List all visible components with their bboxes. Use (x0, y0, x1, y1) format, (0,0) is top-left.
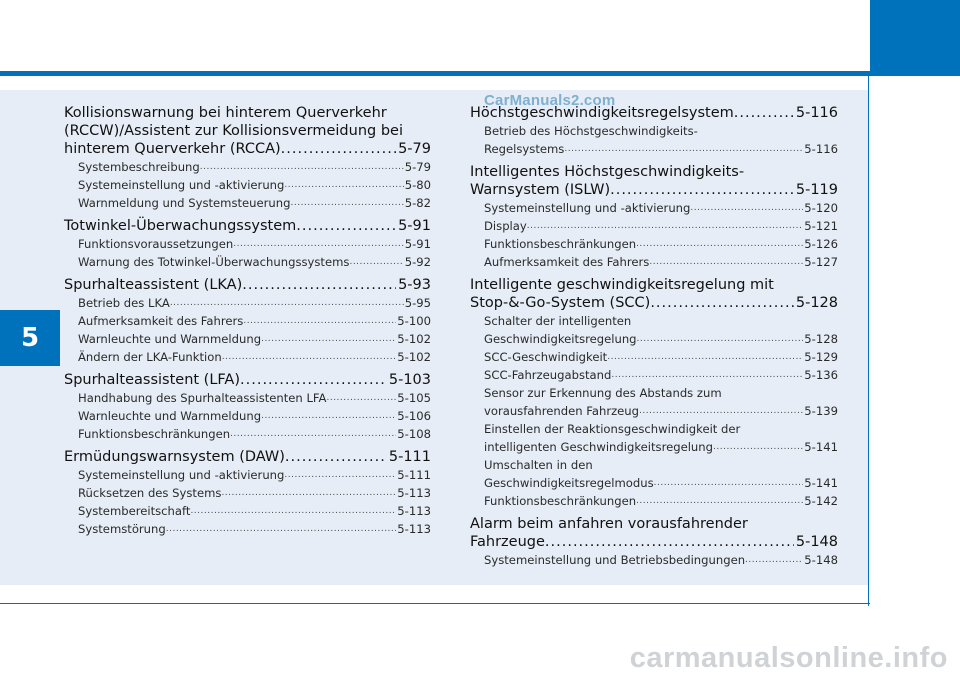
section-title[interactable] (470, 515, 838, 551)
subsection-row (78, 312, 431, 330)
subsection-text: Systembereitschaft (78, 504, 191, 518)
section-page-number: 5-116 (795, 105, 838, 121)
leader-dots (230, 425, 396, 443)
leader-dots (650, 294, 794, 312)
section-title[interactable] (64, 276, 431, 294)
section-title-row (470, 533, 838, 551)
subsection-row (484, 474, 838, 492)
subsection-page-number: 5-142 (804, 494, 838, 508)
section-title-line: (RCCW)/Assistent zur Kollisionsvermeidung bei (64, 123, 403, 139)
section-title-text: Höchstgeschwindigkeitsregelsystem (470, 105, 734, 121)
subsection-entry[interactable] (484, 199, 838, 217)
subsection-row (78, 348, 431, 366)
subsection-text: Ändern der LKA-Funktion (78, 350, 222, 364)
subsection-page-number: 5-111 (397, 468, 431, 482)
subsection-row (78, 194, 431, 212)
subsection-row (484, 253, 838, 271)
leader-dots (639, 402, 803, 420)
section-title-text: Spurhalteassistent (LFA) (64, 372, 241, 388)
subsection-entry[interactable] (484, 384, 838, 420)
subsection-text: Aufmerksamkeit des Fahrers (78, 314, 244, 328)
subsection-row (484, 330, 838, 348)
leader-dots (654, 474, 804, 492)
subsection-page-number: 5-141 (804, 476, 838, 490)
section-title-text: Spurhalteassistent (LKA) (64, 277, 243, 293)
subsection-list (78, 158, 431, 212)
subsection-page-number: 5-113 (397, 522, 431, 536)
subsection-text: Warnleuchte und Warnmeldung (78, 409, 262, 423)
subsection-text: Handhabung des Spurhalteassistenten LFA (78, 391, 327, 405)
subsection-page-number: 5-126 (804, 237, 838, 251)
leader-dots (281, 140, 396, 158)
subsection-text: Systemeinstellung und -aktivierung (78, 178, 285, 192)
section-title[interactable] (64, 104, 431, 158)
leader-dots (636, 235, 803, 253)
subsection-page-number: 5-129 (804, 350, 838, 364)
subsection-page-number: 5-127 (804, 255, 838, 269)
section-title-row (470, 181, 838, 199)
section-title-row (64, 371, 431, 389)
leader-dots (261, 407, 396, 425)
subsection-row (78, 407, 431, 425)
subsection-page-number: 5-80 (404, 178, 431, 192)
subsection-page-number: 5-102 (397, 332, 431, 346)
leader-dots (564, 140, 803, 158)
subsection-text-line: Sensor zur Erkennung des Abstands zum (484, 386, 722, 400)
leader-dots (611, 366, 803, 384)
leader-dots (222, 348, 397, 366)
subsection-entry[interactable] (78, 407, 431, 425)
leader-dots (713, 438, 803, 456)
subsection-row (78, 253, 431, 271)
section-page-number: 5-103 (388, 372, 431, 388)
subsection-text-line: Betrieb des Höchstgeschwindigkeits- (484, 124, 698, 138)
leader-dots (221, 484, 396, 502)
section-title-row (64, 140, 431, 158)
subsection-page-number: 5-105 (397, 391, 431, 405)
section-page-number: 5-91 (398, 218, 431, 234)
subsection-row (78, 330, 431, 348)
subsection-text: Regelsystems (484, 142, 565, 156)
subsection-row (78, 466, 431, 484)
subsection-text: SCC-Fahrzeugabstand (484, 368, 612, 382)
subsection-page-number: 5-128 (804, 332, 838, 346)
subsection-entry[interactable] (484, 456, 838, 492)
section-title-text: Fahrzeuge (470, 534, 545, 550)
toc-column-left (64, 104, 431, 543)
subsection-text: Warnleuchte und Warnmeldung (78, 332, 262, 346)
toc-section (64, 217, 431, 271)
subsection-text: Funktionsbeschränkungen (484, 237, 637, 251)
leader-dots (261, 330, 396, 348)
subsection-entry[interactable] (78, 158, 431, 176)
section-title[interactable] (64, 448, 431, 466)
subsection-entry[interactable] (78, 312, 431, 330)
subsection-text: vorausfahrenden Fahrzeug (484, 404, 640, 418)
subsection-row (78, 484, 431, 502)
toc-section (64, 448, 431, 538)
subsection-list (484, 551, 838, 569)
leader-dots (170, 294, 404, 312)
subsection-entry[interactable] (78, 389, 431, 407)
subsection-page-number: 5-113 (397, 504, 431, 518)
subsection-text: Aufmerksamkeit des Fahrers (484, 255, 650, 269)
subsection-page-number: 5-136 (804, 368, 838, 382)
section-title-row (64, 217, 431, 235)
subsection-list (484, 199, 838, 271)
section-title-line: Kollisionswarnung bei hinterem Querverkehr (64, 105, 387, 121)
subsection-page-number: 5-79 (404, 160, 431, 174)
subsection-row (78, 158, 431, 176)
leader-dots (296, 217, 396, 235)
subsection-page-number: 5-100 (397, 314, 431, 328)
leader-dots (284, 176, 403, 194)
subsection-entry[interactable] (484, 253, 838, 271)
subsection-row (78, 425, 431, 443)
leader-dots (240, 371, 387, 389)
subsection-text-line: Schalter der intelligenten (484, 314, 632, 328)
section-title-text: Ermüdungswarnsystem (DAW) (64, 449, 285, 465)
leader-dots (190, 502, 396, 520)
section-title[interactable] (64, 371, 431, 389)
leader-dots (326, 389, 396, 407)
leader-dots (637, 330, 804, 348)
subsection-row (78, 294, 431, 312)
subsection-entry[interactable] (484, 312, 838, 348)
subsection-text: Funktionsbeschränkungen (484, 494, 637, 508)
subsection-page-number: 5-139 (804, 404, 838, 418)
subsection-entry[interactable] (78, 176, 431, 194)
subsection-row (484, 366, 838, 384)
subsection-text-line: Umschalten in den (484, 458, 593, 472)
subsection-text: Systembeschreibung (78, 160, 200, 174)
section-title-row (470, 294, 838, 312)
toc-section (64, 276, 431, 366)
subsection-page-number: 5-95 (404, 296, 431, 310)
leader-dots (242, 276, 396, 294)
subsection-row (484, 235, 838, 253)
toc-section (470, 515, 838, 569)
subsection-entry[interactable] (78, 330, 431, 348)
subsection-entry[interactable] (484, 217, 838, 235)
subsection-row (78, 235, 431, 253)
leader-dots (545, 533, 794, 551)
section-title[interactable] (64, 217, 431, 235)
subsection-list (484, 312, 838, 510)
section-page-number: 5-128 (795, 295, 838, 311)
subsection-entry[interactable] (484, 348, 838, 366)
section-title-text: Stop-&-Go-System (SCC) (470, 295, 651, 311)
leader-dots (284, 466, 396, 484)
subsection-text: Funktionsvoraussetzungen (78, 237, 234, 251)
subsection-entry[interactable] (78, 348, 431, 366)
subsection-page-number: 5-106 (397, 409, 431, 423)
toc-section (64, 371, 431, 443)
subsection-entry[interactable] (78, 253, 431, 271)
subsection-entry[interactable] (484, 551, 838, 569)
subsection-text: Funktionsbeschränkungen (78, 427, 231, 441)
leader-dots (745, 551, 803, 569)
subsection-text: Systemeinstellung und Betriebsbedingungen (484, 553, 746, 567)
subsection-entry[interactable] (484, 366, 838, 384)
subsection-row (484, 140, 838, 158)
section-title-line: Alarm beim anfahren vorausfahrender (470, 516, 748, 532)
subsection-row (78, 520, 431, 538)
subsection-text-line: Einstellen der Reaktionsgeschwindigkeit der (484, 422, 741, 436)
leader-dots (636, 492, 803, 510)
section-title-line: Intelligentes Höchstgeschwindigkeits- (470, 164, 745, 180)
leader-dots (607, 348, 803, 366)
section-page-number: 5-148 (795, 534, 838, 550)
leader-dots (166, 520, 397, 538)
subsection-entry[interactable] (78, 502, 431, 520)
subsection-row (484, 438, 838, 456)
subsection-page-number: 5-91 (404, 237, 431, 251)
chapter-tab-block (870, 0, 960, 76)
subsection-text: Geschwindigkeitsregelung (484, 332, 637, 346)
section-page-number: 5-79 (398, 141, 431, 157)
chapter-number-badge: 5 (0, 310, 60, 366)
subsection-row (484, 492, 838, 510)
section-title[interactable] (470, 276, 838, 312)
subsection-page-number: 5-148 (804, 553, 838, 567)
leader-dots (649, 253, 803, 271)
subsection-row (78, 176, 431, 194)
subsection-list (78, 389, 431, 443)
subsection-entry[interactable] (484, 122, 838, 158)
subsection-entry[interactable] (78, 520, 431, 538)
section-title[interactable] (470, 163, 838, 199)
subsection-entry[interactable] (78, 294, 431, 312)
section-title-text: Warnsystem (ISLW) (470, 182, 611, 198)
leader-dots (734, 104, 794, 122)
subsection-text: Warnung des Totwinkel-Überwachungssystems (78, 255, 350, 269)
subsection-page-number: 5-102 (397, 350, 431, 364)
section-page-number: 5-93 (398, 277, 431, 293)
subsection-text: Warnmeldung und Systemsteuerung (78, 196, 291, 210)
subsection-row (484, 348, 838, 366)
subsection-page-number: 5-141 (804, 440, 838, 454)
subsection-entry[interactable] (484, 420, 838, 456)
subsection-text: Systemstörung (78, 522, 166, 536)
leader-dots (200, 158, 404, 176)
subsection-row (484, 199, 838, 217)
subsection-text: Systemeinstellung und -aktivierung (78, 468, 285, 482)
section-title-text: Totwinkel-Überwachungssystem (64, 218, 297, 234)
subsection-page-number: 5-121 (804, 219, 838, 233)
subsection-page-number: 5-108 (397, 427, 431, 441)
section-page-number: 5-111 (388, 449, 431, 465)
subsection-page-number: 5-113 (397, 486, 431, 500)
subsection-entry[interactable] (78, 466, 431, 484)
subsection-entry[interactable] (484, 492, 838, 510)
subsection-list (484, 122, 838, 158)
subsection-entry[interactable] (78, 235, 431, 253)
leader-dots (290, 194, 403, 212)
header-rule (0, 71, 870, 76)
toc-column-right (470, 104, 838, 574)
section-title-row (64, 276, 431, 294)
leader-dots (349, 253, 403, 271)
subsection-row (78, 389, 431, 407)
watermark-bottom: carmanualsonline.info (629, 642, 948, 674)
section-title-line: Intelligente geschwindigkeitsregelung mit (470, 277, 774, 293)
toc-section (470, 163, 838, 271)
subsection-text: Rücksetzen des Systems (78, 486, 222, 500)
subsection-list (78, 235, 431, 271)
section-page-number: 5-119 (795, 182, 838, 198)
leader-dots (285, 448, 387, 466)
subsection-text: Betrieb des LKA (78, 296, 170, 310)
section-title-row (64, 448, 431, 466)
subsection-text: Display (484, 219, 527, 233)
subsection-text: Geschwindigkeitsregelmodus (484, 476, 654, 490)
subsection-page-number: 5-82 (404, 196, 431, 210)
toc-section (64, 104, 431, 212)
leader-dots (610, 181, 794, 199)
subsection-text: Systemeinstellung und -aktivierung (484, 201, 691, 215)
subsection-list (78, 466, 431, 538)
leader-dots (243, 312, 396, 330)
section-title-text: hinterem Querverkehr (RCCA) (64, 141, 281, 157)
leader-dots (233, 235, 403, 253)
leader-dots (690, 199, 803, 217)
subsection-row (78, 502, 431, 520)
subsection-row (484, 551, 838, 569)
watermark-top: CarManuals2.com (484, 92, 616, 109)
toc-section (470, 104, 838, 158)
subsection-entry[interactable] (78, 425, 431, 443)
leader-dots (527, 217, 804, 235)
subsection-page-number: 5-120 (804, 201, 838, 215)
right-margin-rule (868, 76, 869, 606)
subsection-entry[interactable] (484, 235, 838, 253)
subsection-page-number: 5-92 (404, 255, 431, 269)
subsection-row (484, 217, 838, 235)
subsection-entry[interactable] (78, 484, 431, 502)
subsection-list (78, 294, 431, 366)
subsection-entry[interactable] (78, 194, 431, 212)
footer-rule (0, 603, 870, 604)
subsection-text: SCC-Geschwindigkeit (484, 350, 608, 364)
toc-section (470, 276, 838, 510)
subsection-text: intelligenten Geschwindigkeitsregelung (484, 440, 713, 454)
subsection-row (484, 402, 838, 420)
subsection-page-number: 5-116 (804, 142, 838, 156)
